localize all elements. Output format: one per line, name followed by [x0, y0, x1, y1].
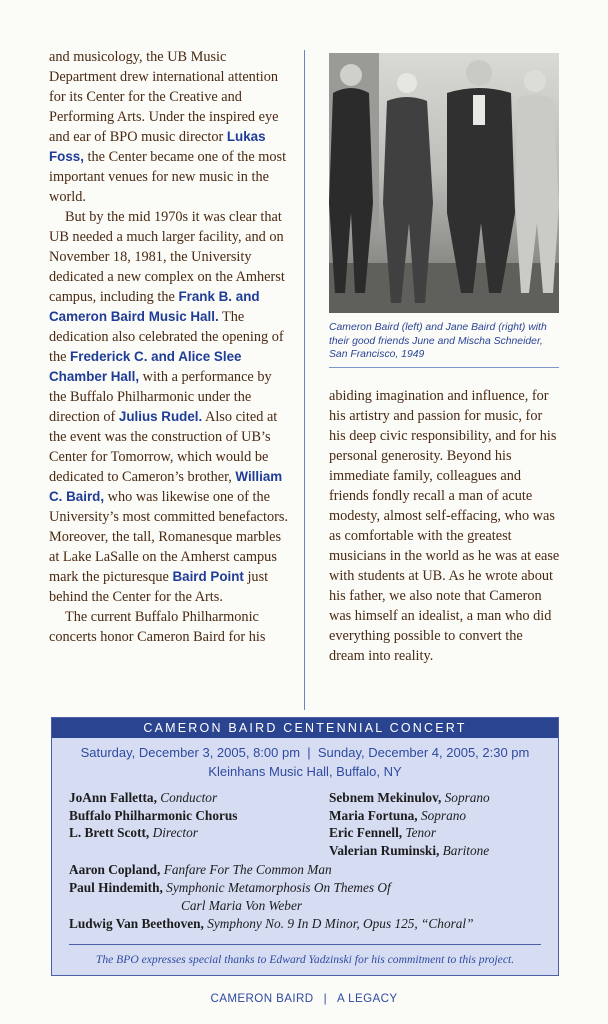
highlighted-name: Lukas Foss,	[49, 129, 266, 164]
paragraph-text: The current Buffalo Philharmonic concerts honor Cameron Baird for his	[49, 609, 266, 645]
performer-row	[69, 789, 237, 807]
page-footer	[0, 992, 608, 1005]
performer-role: Conductor	[160, 790, 218, 805]
highlighted-name: Frederick C. and Alice Slee Chamber Hall,	[49, 349, 242, 384]
footer-right: A LEGACY	[336, 992, 398, 1005]
column-divider	[304, 50, 305, 710]
performer-row	[329, 842, 490, 860]
performer-name: Valerian Ruminski,	[329, 842, 440, 858]
work-title: Carl Maria Von Weber	[181, 898, 303, 913]
article-paragraph	[49, 607, 289, 647]
performer-role: Soprano	[420, 807, 467, 823]
performer-name: Sebnem Mekinulov,	[329, 790, 442, 805]
concert-dates: Saturday, December 3, 2005, 8:00 pm | Sunday, December 4, 2005, 2:30 pm	[80, 745, 530, 760]
performer-role: Baritone	[442, 842, 490, 858]
performer-name: Buffalo Philharmonic Chorus	[69, 807, 238, 823]
concert-info-box	[51, 717, 559, 976]
performer-row	[329, 824, 490, 842]
performer-name: JoAnn Falletta,	[69, 790, 157, 805]
concert-title: CAMERON BAIRD CENTENNIAL CONCERT	[52, 718, 558, 738]
paragraph-text: just behind the Center for the Arts.	[49, 569, 269, 605]
performer-role: Tenor	[405, 825, 437, 840]
article-right-column	[329, 386, 561, 666]
composer-name: Ludwig Van Beethoven,	[69, 916, 204, 931]
concert-venue: Kleinhans Music Hall, Buffalo, NY	[208, 764, 402, 779]
program-item	[69, 897, 474, 915]
performers-right	[329, 789, 490, 859]
work-title: Symphony No. 9 In D Minor, Opus 125, “Choral”	[207, 916, 474, 931]
paragraph-text: with a performance by the Buffalo Philharmonic under the direction of	[49, 369, 272, 425]
caption-divider	[329, 367, 559, 368]
article-paragraph	[49, 47, 289, 207]
composer-name: Paul Hindemith,	[69, 880, 163, 895]
performer-row	[69, 807, 237, 825]
work-title: Fanfare For The Common Man	[163, 862, 332, 877]
performer-role: Soprano	[444, 790, 490, 805]
photo-caption: Cameron Baird (left) and Jane Baird (right) with their good friends June and Mischa Schneider, San Francisco, 1949	[329, 322, 547, 360]
performer-row	[329, 789, 490, 807]
paragraph-text: who was likewise one of the University’s most committed benefactors. Moreover, the tall, Romanesque marbles at Lake LaSalle on the Amherst campus mark the picturesque	[49, 489, 289, 585]
concert-thanks: The BPO expresses special thanks to Edward Yadzinski for his commitment to this project.	[95, 953, 515, 966]
highlighted-name: Julius Rudel.	[118, 409, 203, 424]
composer-name: Aaron Copland,	[69, 862, 161, 877]
article-paragraph: abiding imagination and influence, for his artistry and passion for music, for his deep civic responsibility, and for his personal generosity. Beyond his immediate family, colleagues and friends fondly recall a man of acute modesty, almost self-effacing, who was as comfortable with the greatest musicians in the world as he was at ease with students at UB. As he wrote about his father, we also note that Cameron was himself an idealist, a man who did everything possible to convert the dream into reality.	[329, 388, 560, 664]
footer-separator: |	[323, 992, 327, 1005]
performer-name: L. Brett Scott,	[69, 825, 150, 840]
program-item	[69, 879, 474, 897]
performer-name: Eric Fennell,	[329, 825, 403, 840]
paragraph-text: and musicology, the UB Music Department drew international attention for its Center for the Creative and Performing Arts. Under the inspired eye and ear of BPO music director	[49, 49, 279, 145]
historic-photo	[329, 53, 559, 313]
paragraph-text: the Center became one of the most important venues for new music in the world.	[49, 149, 287, 205]
performer-name: Maria Fortuna,	[329, 807, 418, 823]
work-title: Symphonic Metamorphosis On Themes Of	[166, 880, 391, 895]
performers-left	[69, 789, 237, 842]
performer-row	[69, 824, 237, 842]
program-list	[69, 861, 474, 933]
paragraph-text: Also cited at the event was the construction of UB’s Center for Tomorrow, which would be dedicated to Cameron’s brother,	[49, 409, 278, 485]
concert-divider	[69, 944, 541, 945]
article-paragraph	[49, 207, 289, 607]
highlighted-name: Baird Point	[172, 569, 244, 584]
program-item	[69, 915, 474, 933]
footer-left: CAMERON BAIRD	[210, 992, 314, 1005]
paragraph-text: But by the mid 1970s it was clear that UB needed a much larger facility, and on November 18, 1981, the University dedicated a new complex on the Amherst campus, including the	[49, 209, 285, 305]
paragraph-text: The dedication also celebrated the opening of the	[49, 309, 284, 365]
performer-role: Director	[152, 825, 198, 840]
highlighted-name: William C. Baird,	[49, 469, 283, 504]
highlighted-name: Frank B. and Cameron Baird Music Hall.	[49, 289, 260, 324]
article-left-column	[49, 47, 289, 647]
performer-row	[329, 807, 490, 825]
program-item	[69, 861, 474, 879]
